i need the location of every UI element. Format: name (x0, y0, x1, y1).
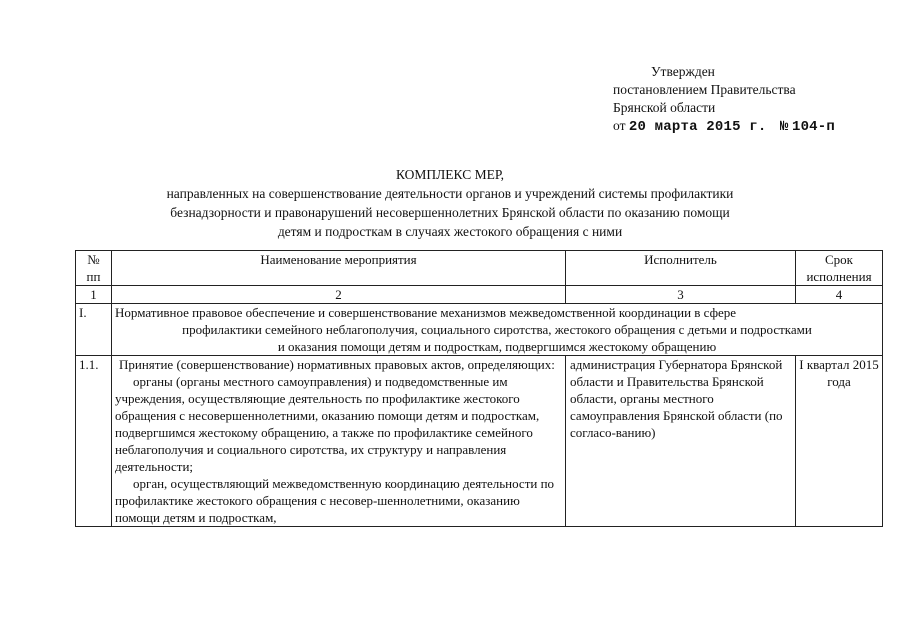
section-title-line-3: и оказания помощи детям и подросткам, подвергшимся жестокому обращению (277, 339, 717, 354)
approval-stamp (613, 63, 835, 136)
row-number: 1.1. (76, 356, 112, 527)
column-number-3: 3 (566, 286, 796, 304)
section-title-line-2: профилактики семейного неблагополучия, социального сиротства, жестокого обращения с детьми и подростками (182, 322, 812, 337)
column-number-4: 4 (796, 286, 883, 304)
column-number-1: 1 (76, 286, 112, 304)
activity-paragraph-2: органы (органы местного самоуправления) и подведомственные им учреждения, осуществляющие деятельность по профилактике жестокого обращения с несовершеннолетними, оказанию помощи детям и подросткам, подвергшимся жестокому обращению, а также по профилактике семейного неблагополучия и социального сиротства, их структуру и направления деятельности; (115, 374, 540, 474)
approval-line-approved: Утвержден (651, 64, 715, 79)
document-title-block (100, 165, 800, 241)
row-executor: администрация Губернатора Брянской области и Правительства Брянской области, органы местного самоуправления Брянской области (по согласо-ванию) (566, 356, 796, 527)
header-name: Наименование мероприятия (112, 251, 566, 286)
approval-line-resolution: постановлением Правительства (613, 82, 796, 97)
approval-date: 20 марта 2015 г. (628, 119, 767, 135)
table-row (76, 356, 883, 527)
activity-paragraph-3: орган, осуществляющий межведомственную координацию деятельности по профилактике жестокого обращения с несовер-шеннолетними, оказанию помощи детям и подросткам, (115, 476, 555, 525)
table-header-row (76, 251, 883, 286)
measures-table (75, 250, 883, 527)
document-subtitle-line-1: направленных на совершенствование деятельности органов и учреждений системы профилактики (166, 186, 734, 201)
document-subtitle-line-3: детям и подросткам в случаях жестокого обращения с ними (277, 224, 623, 239)
section-title-line-1: Нормативное правовое обеспечение и совершенствование механизмов межведомственной координации в сфере (115, 305, 737, 320)
column-numbers-row (76, 286, 883, 304)
header-executor: Исполнитель (566, 251, 796, 286)
document-subtitle-line-2: безнадзорности и правонарушений несовершеннолетних Брянской области по оказанию помощи (170, 205, 730, 220)
section-title (112, 304, 883, 356)
activity-paragraph-1: Принятие (совершенствование) нормативных правовых актов, определяющих: (119, 357, 555, 372)
approval-number: 104-п (791, 119, 835, 135)
column-number-2: 2 (112, 286, 566, 304)
document-title: КОМПЛЕКС МЕР, (395, 167, 505, 182)
approval-date-line (613, 117, 835, 136)
approval-line-region: Брянской области (613, 100, 716, 115)
approval-date-prefix: от (613, 118, 626, 133)
row-deadline: I квартал 2015 года (796, 356, 883, 527)
approval-number-sign: № (779, 119, 789, 135)
row-activity (112, 356, 566, 527)
header-num: № пп (76, 251, 112, 286)
section-number: I. (76, 304, 112, 356)
section-row (76, 304, 883, 356)
header-deadline: Срок исполнения (796, 251, 883, 286)
